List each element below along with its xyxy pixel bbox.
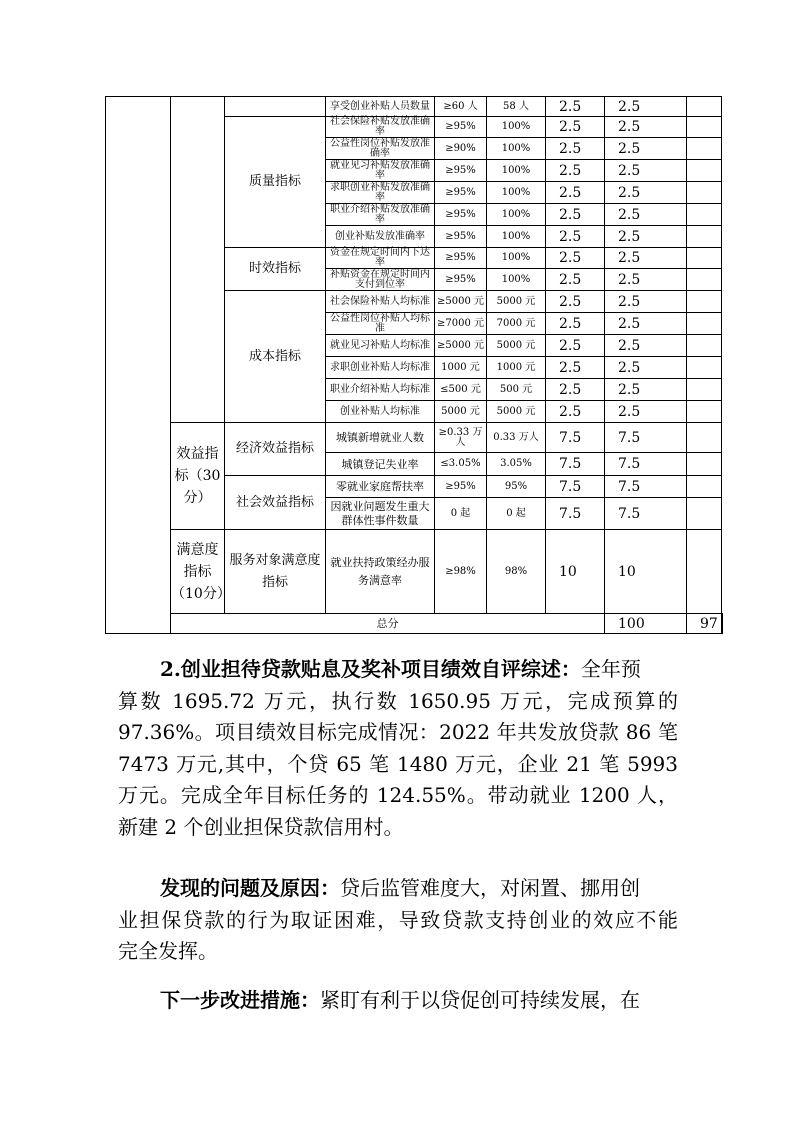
actual-cell: 0.33 万人 [487, 423, 546, 453]
paragraph-text: 新建 2 个创业担保贷款信用村。 [118, 814, 404, 839]
weight-cell: 2.5 [546, 401, 605, 423]
actual-cell: 500 元 [487, 379, 546, 401]
score-cell: 2.5 [605, 160, 687, 182]
indicator-cell: 公益性岗位补贴发放准确率 [326, 138, 435, 160]
note-cell [687, 226, 722, 248]
weight-cell: 2.5 [546, 291, 605, 313]
note-cell [687, 401, 722, 423]
weight-cell: 2.5 [546, 379, 605, 401]
indicator-cell: 因就业问题发生重大群体性事件数量 [326, 498, 435, 530]
target-cell: ≥95% [435, 117, 487, 138]
actual-cell: 5000 元 [487, 291, 546, 313]
paragraph-text: 7473 万元,其中，个贷 65 笔 1480 万元，企业 21 笔 5993 [118, 751, 678, 776]
target-cell: ≥95% [435, 269, 487, 291]
note-cell [687, 453, 722, 476]
indicator-cell: 城镇新增就业人数 [326, 423, 435, 453]
indicator-cell: 享受创业补贴人员数量 [326, 97, 435, 117]
score-cell: 2.5 [605, 204, 687, 226]
paragraph-title: 2.创业担待贷款贴息及奖补项目绩效自评综述： [160, 657, 581, 681]
weight-cell: 2.5 [546, 313, 605, 335]
paragraph-improvements [118, 985, 678, 1017]
actual-cell: 100% [487, 248, 546, 269]
actual-cell: 98% [487, 530, 546, 614]
note-cell [687, 498, 722, 530]
performance-table [105, 96, 723, 634]
actual-cell: 1000 元 [487, 357, 546, 379]
score-cell: 2.5 [605, 117, 687, 138]
target-cell: ≥95% [435, 248, 487, 269]
indicator-cell: 社会保险补贴发放准确率 [326, 117, 435, 138]
note-cell [687, 138, 722, 160]
indicator-cell: 职业介绍补贴人均标准 [326, 379, 435, 401]
indicator-cell: 求职创业补贴发放准确率 [326, 182, 435, 204]
weight-cell: 2.5 [546, 248, 605, 269]
paragraph-text: 全年预 [580, 657, 641, 681]
weight-cell: 2.5 [546, 97, 605, 117]
weight-cell: 2.5 [546, 269, 605, 291]
paragraph-text: 万元。完成全年目标任务的 124.55%。带动就业 1200 人， [118, 783, 678, 807]
indicator-cell: 城镇登记失业率 [326, 453, 435, 476]
weight-cell: 2.5 [546, 160, 605, 182]
target-cell: ≥95% [435, 476, 487, 498]
paragraph-problems [118, 873, 678, 968]
weight-cell: 10 [546, 530, 605, 614]
note-cell [722, 614, 723, 634]
target-cell: ≥95% [435, 226, 487, 248]
weight-cell: 2.5 [546, 117, 605, 138]
indicator-cell: 补贴资金在规定时间内支付到位率 [326, 269, 435, 291]
indicator-cell: 创业补贴发放准确率 [326, 226, 435, 248]
indicator-cell: 零就业家庭帮扶率 [326, 476, 435, 498]
table-row [106, 530, 723, 614]
actual-cell: 58 人 [487, 97, 546, 117]
target-cell: ≥5000 元 [435, 291, 487, 313]
score-cell: 7.5 [605, 498, 687, 530]
indicator-cell: 就业见习补贴人均标准 [326, 335, 435, 357]
target-cell: ≥98% [435, 530, 487, 614]
weight-cell: 2.5 [546, 335, 605, 357]
economic-label: 经济效益指标 [225, 423, 326, 476]
paragraph-text: 完全发挥。 [118, 939, 218, 963]
note-cell [687, 97, 722, 117]
actual-cell: 7000 元 [487, 313, 546, 335]
note-cell [687, 182, 722, 204]
weight-cell: 2.5 [546, 226, 605, 248]
target-cell: ≥95% [435, 182, 487, 204]
weight-cell: 2.5 [546, 182, 605, 204]
note-cell [687, 476, 722, 498]
benefit-label: 效益指标（30分） [171, 423, 225, 530]
weight-cell: 2.5 [546, 357, 605, 379]
paragraph-text: 紧盯有利于以贷促创可持续发展，在 [320, 988, 640, 1012]
target-cell: 0 起 [435, 498, 487, 530]
note-cell [687, 269, 722, 291]
score-cell: 2.5 [605, 401, 687, 423]
weight-cell: 7.5 [546, 476, 605, 498]
score-cell: 7.5 [605, 476, 687, 498]
paragraph-text: 算数 1695.72 万元，执行数 1650.95 万元，完成预算的 [118, 688, 678, 713]
quantity-sub-cell [225, 97, 326, 117]
note-cell [687, 291, 722, 313]
score-cell: 2.5 [605, 357, 687, 379]
score-cell: 2.5 [605, 97, 687, 117]
actual-cell: 5000 元 [487, 335, 546, 357]
score-cell: 7.5 [605, 453, 687, 476]
score-cell: 2.5 [605, 291, 687, 313]
actual-cell: 100% [487, 204, 546, 226]
target-cell: ≥0.33 万人 [435, 423, 487, 453]
note-cell [687, 423, 722, 453]
indicator-cell: 就业见习补贴发放准确率 [326, 160, 435, 182]
note-cell [687, 160, 722, 182]
score-cell: 2.5 [605, 313, 687, 335]
score-cell: 2.5 [605, 182, 687, 204]
note-cell [687, 313, 722, 335]
target-cell: ≥7000 元 [435, 313, 487, 335]
score-cell: 2.5 [605, 269, 687, 291]
target-cell: ≥5000 元 [435, 335, 487, 357]
score-cell: 2.5 [605, 248, 687, 269]
indicator-cell: 社会保险补贴人均标准 [326, 291, 435, 313]
note-cell [687, 357, 722, 379]
actual-cell: 0 起 [487, 498, 546, 530]
weight-cell: 7.5 [546, 453, 605, 476]
actual-cell: 100% [487, 182, 546, 204]
indicator-cell: 职业介绍补贴发放准确率 [326, 204, 435, 226]
note-cell [687, 530, 722, 614]
table-row [106, 97, 723, 117]
actual-cell: 100% [487, 160, 546, 182]
target-cell: ≤500 元 [435, 379, 487, 401]
paragraph-text: 97.36%。项目绩效目标完成情况：2022 年共发放贷款 86 笔 [118, 720, 678, 744]
score-cell: 2.5 [605, 379, 687, 401]
weight-cell: 7.5 [546, 498, 605, 530]
actual-cell: 5000 元 [487, 401, 546, 423]
indicator-cell: 就业扶持政策经办服务满意率 [326, 530, 435, 614]
paragraph-text: 贷后监管难度大，对闲置、挪用创 [340, 876, 640, 900]
note-cell [687, 117, 722, 138]
note-cell [687, 379, 722, 401]
level1-cell [106, 97, 171, 634]
social-label: 社会效益指标 [225, 476, 326, 530]
actual-cell: 100% [487, 226, 546, 248]
target-cell: ≥95% [435, 160, 487, 182]
target-cell: 5000 元 [435, 401, 487, 423]
indicator-cell: 公益性岗位补贴人均标准 [326, 313, 435, 335]
cost-label: 成本指标 [225, 291, 326, 423]
weight-cell: 2.5 [546, 204, 605, 226]
actual-cell: 100% [487, 117, 546, 138]
paragraph-text: 业担保贷款的行为取证困难，导致贷款支持创业的效应不能 [118, 907, 678, 932]
score-cell: 2.5 [605, 226, 687, 248]
paragraph-title: 发现的问题及原因： [160, 876, 340, 900]
paragraph-loan-summary [118, 654, 678, 843]
total-label: 总分 [171, 614, 605, 634]
quality-label: 质量指标 [225, 117, 326, 248]
timeliness-label: 时效指标 [225, 248, 326, 291]
table-row [106, 614, 723, 634]
actual-cell: 100% [487, 138, 546, 160]
weight-cell: 2.5 [546, 138, 605, 160]
score-cell: 2.5 [605, 335, 687, 357]
note-cell [687, 204, 722, 226]
indicator-cell: 求职创业补贴人均标准 [326, 357, 435, 379]
note-cell [687, 335, 722, 357]
total-weight: 100 [605, 614, 687, 634]
weight-cell: 7.5 [546, 423, 605, 453]
score-cell: 10 [605, 530, 687, 614]
target-cell: ≤3.05% [435, 453, 487, 476]
output-category-cell [171, 97, 225, 423]
table-row [106, 423, 723, 453]
target-cell: ≥60 人 [435, 97, 487, 117]
satisfaction-sub-label: 服务对象满意度指标 [225, 530, 326, 614]
indicator-cell: 创业补贴人均标准 [326, 401, 435, 423]
target-cell: ≥90% [435, 138, 487, 160]
actual-cell: 100% [487, 269, 546, 291]
score-cell: 7.5 [605, 423, 687, 453]
actual-cell: 3.05% [487, 453, 546, 476]
indicator-cell: 资金在规定时间内下达率 [326, 248, 435, 269]
paragraph-title: 下一步改进措施： [160, 988, 320, 1012]
total-score: 97 [687, 614, 722, 634]
note-cell [687, 248, 722, 269]
satisfaction-label: 满意度指标（10分） [171, 530, 225, 614]
actual-cell: 95% [487, 476, 546, 498]
target-cell: ≥95% [435, 204, 487, 226]
target-cell: 1000 元 [435, 357, 487, 379]
score-cell: 2.5 [605, 138, 687, 160]
